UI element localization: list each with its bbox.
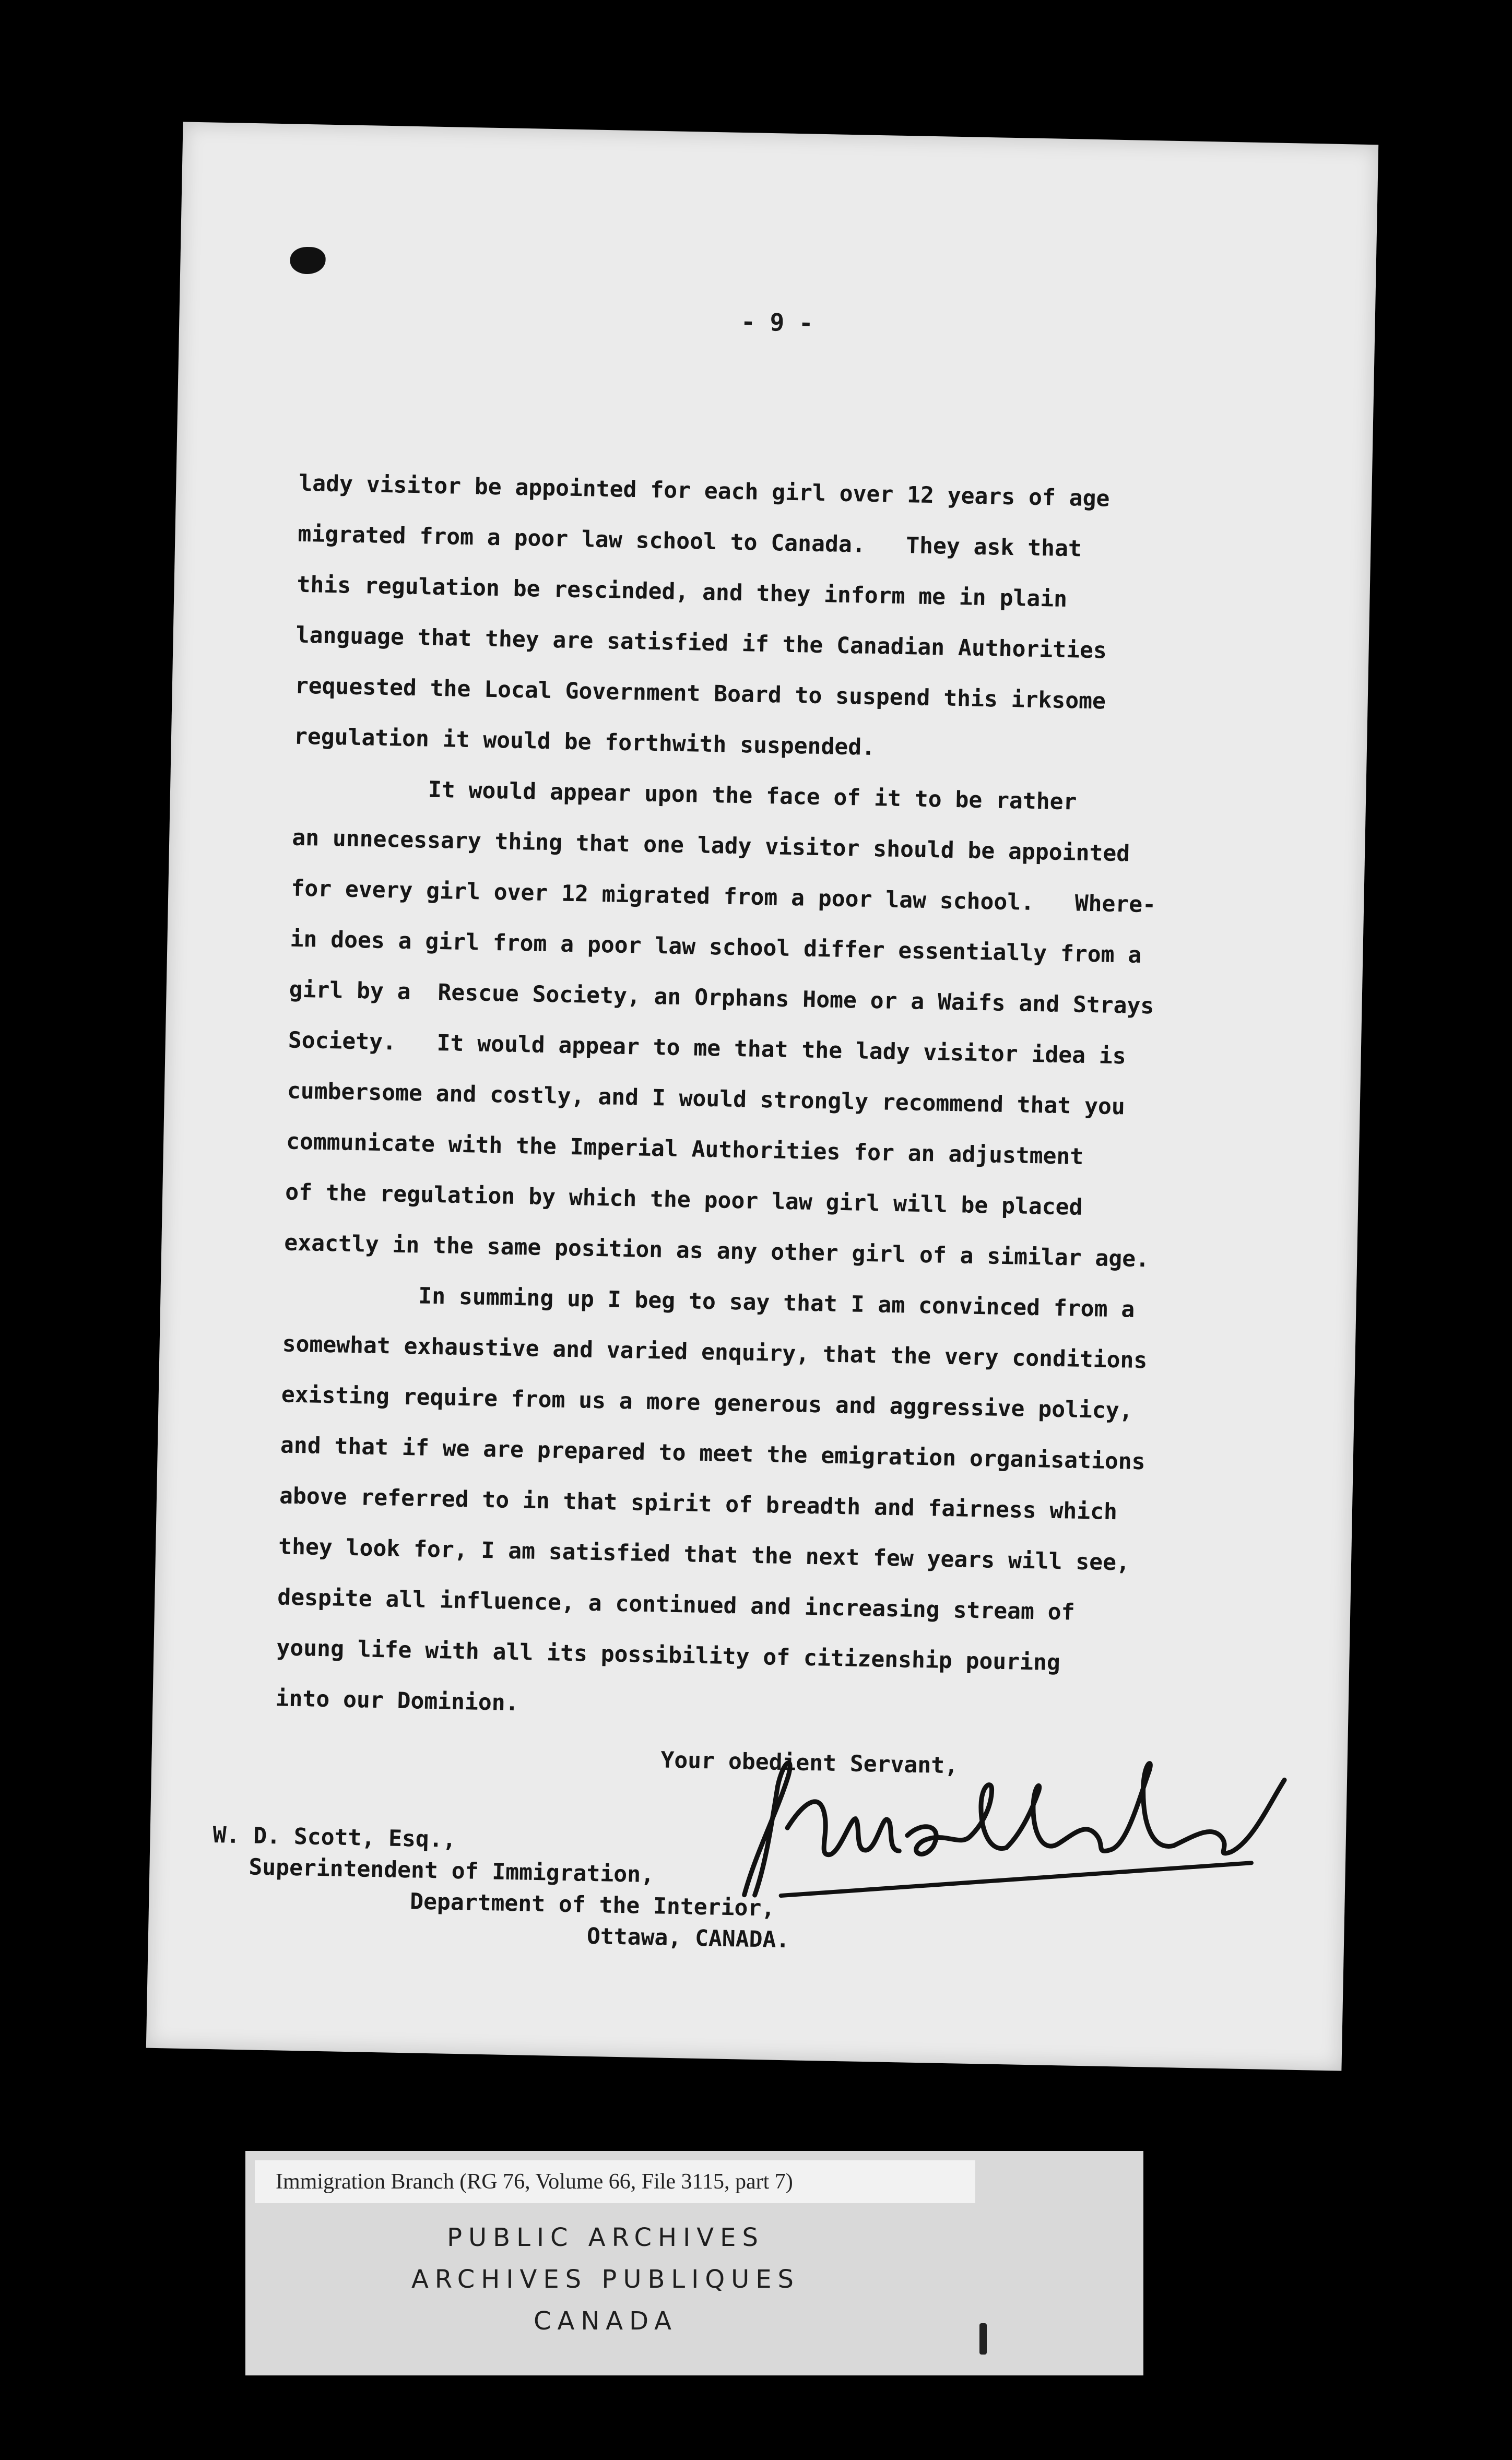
addressee-title: Superintendent of Immigration, bbox=[248, 1854, 655, 1888]
body-line: young life with all its possibility of citizenship pouring bbox=[276, 1635, 1061, 1676]
archive-reference: Immigration Branch (RG 76, Volume 66, File 3115, part 7) bbox=[276, 2170, 793, 2194]
body-line: somewhat exhaustive and varied enquiry, that the very conditions bbox=[282, 1331, 1148, 1374]
addressee-location: Ottawa, CANADA. bbox=[586, 1923, 790, 1954]
archive-country: CANADA bbox=[533, 2307, 678, 2336]
page-number: - 9 - bbox=[740, 307, 814, 337]
reference-strip bbox=[255, 2160, 975, 2203]
body-line: In summing up I beg to say that I am convinced from a bbox=[283, 1280, 1135, 1323]
body-line: in does a girl from a poor law school differ essentially from a bbox=[290, 926, 1142, 968]
body-line: exactly in the same position as any other girl of a similar age. bbox=[284, 1229, 1150, 1273]
addressee-block bbox=[211, 1819, 792, 1956]
body-line: above referred to in that spirit of breadth and fairness which bbox=[279, 1483, 1118, 1525]
body-line: and that if we are prepared to meet the emigration organisations bbox=[280, 1432, 1146, 1475]
body-line: regulation it would be forthwith suspended. bbox=[293, 723, 876, 761]
body-line: this regulation be rescinded, and they inform me in plain bbox=[297, 571, 1068, 613]
label-edge-mark bbox=[979, 2323, 987, 2355]
addressee-department: Department of the Interior, bbox=[409, 1888, 775, 1922]
archive-name-en: PUBLIC ARCHIVES bbox=[447, 2223, 764, 2252]
body-line: of the regulation by which the poor law girl will be placed bbox=[285, 1179, 1083, 1221]
body-line: into our Dominion. bbox=[275, 1685, 519, 1717]
body-line: lady visitor be appointed for each girl over 12 years of age bbox=[298, 470, 1110, 512]
body-line: girl by a Rescue Society, an Orphans Home or a Waifs and Strays bbox=[289, 976, 1154, 1020]
body-line: Society. It would appear to me that the lady visitor idea is bbox=[288, 1027, 1127, 1070]
body-line: an unnecessary thing that one lady visitor should be appointed bbox=[291, 824, 1130, 867]
body-line: they look for, I am satisfied that the next few years will see, bbox=[278, 1533, 1130, 1576]
body-line: existing require from us a more generous and aggressive policy, bbox=[281, 1381, 1133, 1424]
letter-page bbox=[146, 122, 1378, 2071]
body-line: despite all influence, a continued and increasing stream of bbox=[277, 1584, 1076, 1626]
body-line: for every girl over 12 migrated from a poor law school. Where- bbox=[291, 875, 1156, 918]
closing-salutation: Your obedient Servant, bbox=[660, 1747, 959, 1779]
ink-blot bbox=[290, 246, 326, 274]
body-line: It would appear upon the face of it to be rather bbox=[292, 774, 1077, 815]
letter-body bbox=[275, 458, 1281, 1743]
body-line: cumbersome and costly, and I would strongly recommend that you bbox=[287, 1078, 1126, 1120]
body-line: requested the Local Government Board to suspend this irksome bbox=[294, 672, 1106, 715]
body-line: language that they are satisfied if the Canadian Authorities bbox=[296, 622, 1107, 664]
body-line: communicate with the Imperial Authorities for an adjustment bbox=[286, 1128, 1084, 1170]
archive-label bbox=[245, 2151, 1143, 2375]
body-line: migrated from a poor law school to Canada. They ask that bbox=[298, 521, 1082, 562]
archive-name-fr: ARCHIVES PUBLIQUES bbox=[411, 2265, 800, 2294]
addressee-name: W. D. Scott, Esq., bbox=[212, 1822, 457, 1853]
